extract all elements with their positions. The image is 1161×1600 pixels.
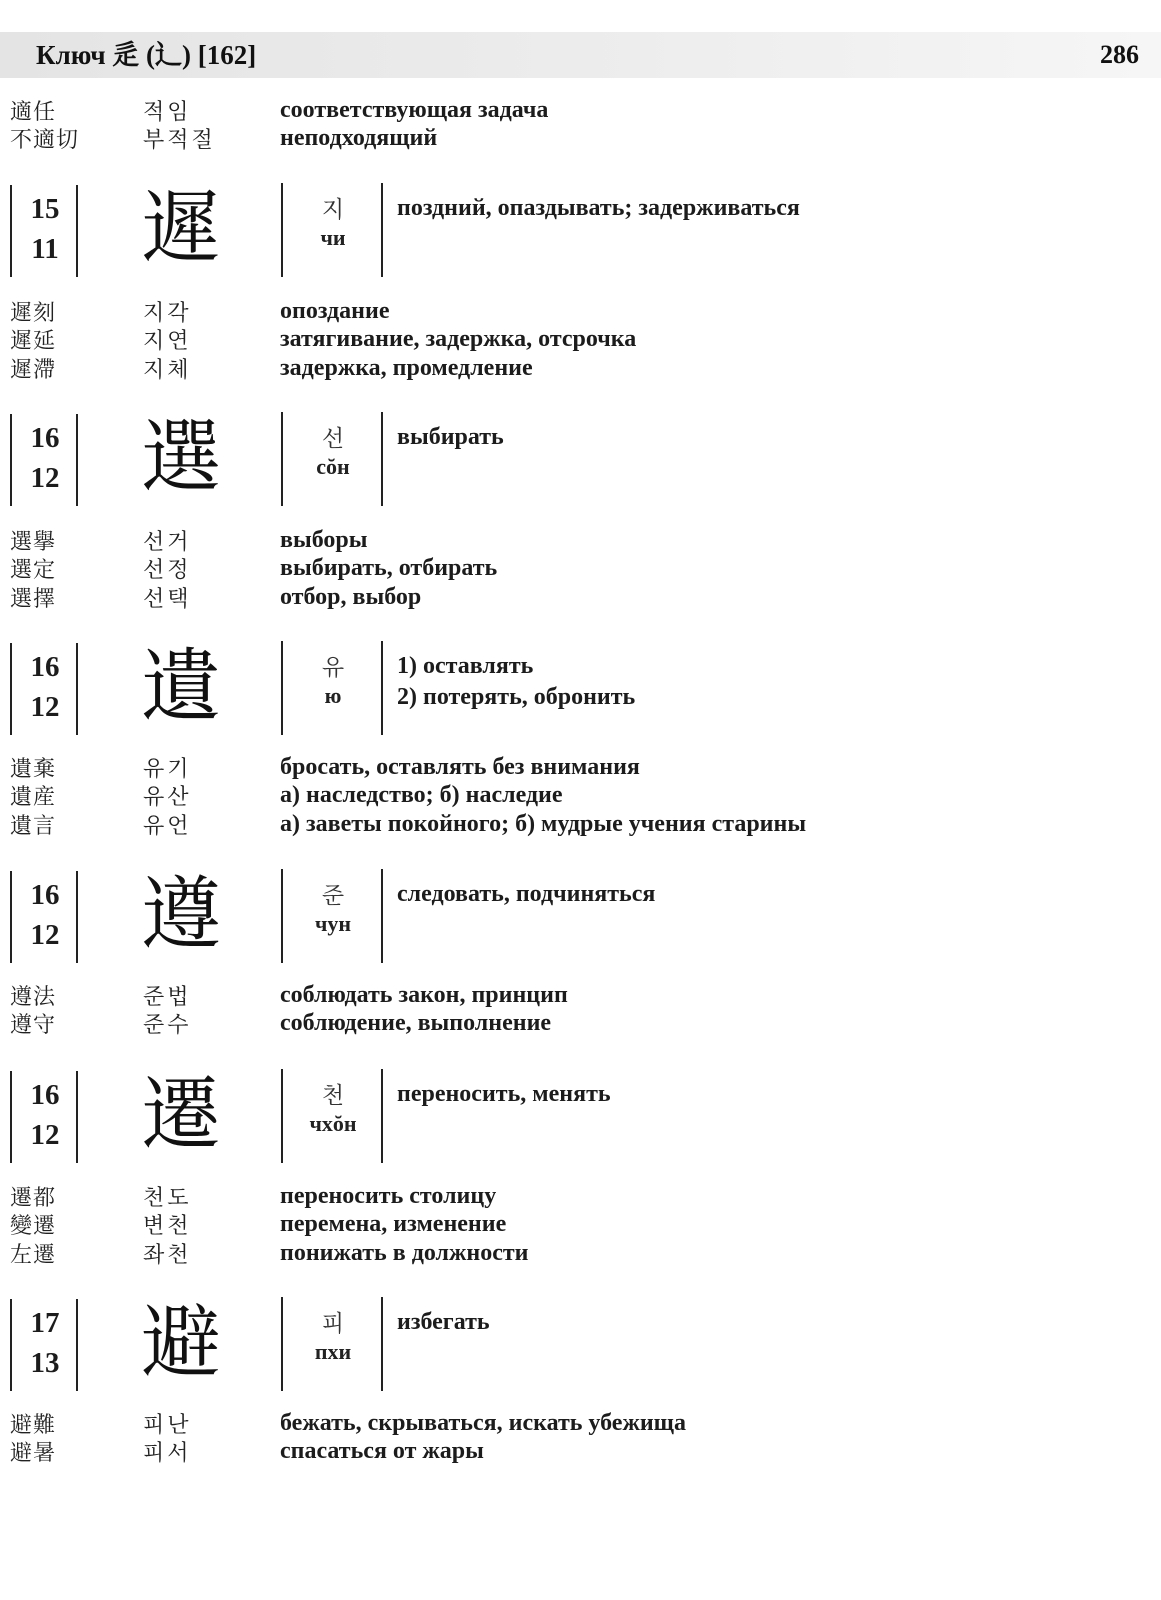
stroke-count-total: 16 xyxy=(30,1079,60,1111)
compound-list xyxy=(10,1182,1110,1268)
russian-reading: чи xyxy=(320,225,346,250)
compound-meaning: соблюдать закон, принцип xyxy=(280,981,568,1008)
character-entry xyxy=(0,1069,1161,1165)
compound-hangul: 선정 xyxy=(143,558,192,584)
reading-left-rule xyxy=(281,869,283,963)
entry-left-rule xyxy=(10,643,12,735)
compound-row xyxy=(10,1010,1110,1039)
compound-hangul: 좌천 xyxy=(143,1242,192,1268)
compound-hanja: 遺棄 xyxy=(10,756,57,782)
meaning-line: 2) потерять, обронить xyxy=(397,684,636,710)
compound-hangul: 천도 xyxy=(143,1185,192,1211)
korean-reading: 천 xyxy=(321,1083,345,1109)
headword-character: 避 xyxy=(141,1296,221,1389)
compound-hangul: 선거 xyxy=(143,529,192,555)
compound-hangul: 변천 xyxy=(143,1214,192,1240)
korean-reading: 선 xyxy=(321,426,345,452)
reading-left-rule xyxy=(281,1297,283,1391)
compound-row xyxy=(10,1438,1110,1467)
korean-reading: 지 xyxy=(321,197,345,223)
korean-reading: 유 xyxy=(321,655,345,681)
stroke-count-extra: 12 xyxy=(30,1119,60,1151)
entry-stroke-rule xyxy=(76,1299,78,1391)
compound-row xyxy=(10,1211,1110,1240)
compound-hanja: 遷都 xyxy=(10,1185,57,1211)
entry-meaning xyxy=(397,1079,611,1110)
compound-row xyxy=(10,782,1110,811)
korean-reading: 준 xyxy=(321,883,345,909)
compound-hanja: 遺産 xyxy=(10,785,57,811)
compound-meaning: а) заветы покойного; б) мудрые учения старины xyxy=(280,810,807,837)
compound-hangul: 피서 xyxy=(143,1441,192,1467)
compound-hanja: 遵守 xyxy=(10,1013,57,1039)
compound-meaning: соответствующая задача xyxy=(280,96,549,123)
compound-meaning: а) наследство; б) наследие xyxy=(280,782,563,809)
compound-meaning: соблюдение, выполнение xyxy=(280,1010,552,1037)
character-entry xyxy=(0,412,1161,508)
headword-character: 遷 xyxy=(141,1068,221,1161)
compound-hangul: 적임 xyxy=(143,99,192,125)
reading-left-rule xyxy=(281,412,283,506)
stroke-count-total: 17 xyxy=(30,1307,60,1339)
compound-hangul: 피난 xyxy=(143,1412,192,1438)
compound-hangul: 유산 xyxy=(143,785,192,811)
stroke-count-extra: 11 xyxy=(31,233,59,265)
compound-hanja: 遲延 xyxy=(10,329,57,355)
stroke-count-total: 16 xyxy=(30,651,60,683)
compound-hanja: 選定 xyxy=(10,558,57,584)
meaning-line: выбирать xyxy=(397,424,504,450)
compound-row xyxy=(10,753,1110,782)
compound-meaning: выборы xyxy=(280,526,368,553)
compound-row xyxy=(10,96,1110,125)
compound-hanja: 遲滯 xyxy=(10,357,57,383)
meaning-line: избегать xyxy=(397,1309,490,1335)
compound-meaning: выбирать, отбирать xyxy=(280,555,498,582)
compound-hangul: 지연 xyxy=(143,329,192,355)
entry-stroke-rule xyxy=(76,871,78,963)
page-title: Ключ 辵 (⻌) [162] xyxy=(36,40,257,70)
entry-stroke-rule xyxy=(76,1071,78,1163)
compound-meaning: спасаться от жары xyxy=(280,1438,484,1465)
compound-meaning: бросать, оставлять без внимания xyxy=(280,753,640,780)
reading-right-rule xyxy=(381,412,383,506)
character-entry xyxy=(0,869,1161,965)
compound-meaning: опоздание xyxy=(280,297,390,324)
compound-meaning: задержка, промедление xyxy=(280,354,533,381)
meaning-line: следовать, подчиняться xyxy=(397,881,656,907)
entry-meaning xyxy=(397,193,800,224)
entry-left-rule xyxy=(10,1071,12,1163)
compound-meaning: бежать, скрываться, искать убежища xyxy=(280,1409,686,1436)
entry-stroke-rule xyxy=(76,643,78,735)
compound-row xyxy=(10,354,1110,383)
compound-list xyxy=(10,1409,1110,1466)
entry-stroke-rule xyxy=(76,185,78,277)
reading-right-rule xyxy=(381,1297,383,1391)
compound-hanja: 避難 xyxy=(10,1412,57,1438)
character-entry xyxy=(0,1297,1161,1393)
compound-meaning: неподходящий xyxy=(280,125,438,152)
russian-reading: чхŏн xyxy=(309,1111,357,1136)
compound-row xyxy=(10,981,1110,1010)
compound-row xyxy=(10,297,1110,326)
reading-right-rule xyxy=(381,183,383,277)
compound-row xyxy=(10,526,1110,555)
page-number: 286 xyxy=(1100,40,1139,69)
character-entry xyxy=(0,183,1161,279)
entry-meaning xyxy=(397,1307,490,1338)
compound-list xyxy=(10,526,1110,612)
compound-hangul: 지각 xyxy=(143,300,192,326)
meaning-line: поздний, опаздывать; задерживаться xyxy=(397,195,800,221)
compound-hangul: 부적절 xyxy=(143,128,216,154)
stroke-count-extra: 12 xyxy=(30,919,60,951)
reading-left-rule xyxy=(281,183,283,277)
compound-row xyxy=(10,555,1110,584)
compound-hangul: 준수 xyxy=(143,1013,192,1039)
compound-hanja: 避暑 xyxy=(10,1441,57,1467)
entry-left-rule xyxy=(10,1299,12,1391)
compound-hanja: 遵法 xyxy=(10,984,57,1010)
entry-left-rule xyxy=(10,414,12,506)
russian-reading: пхи xyxy=(314,1339,352,1364)
compound-hanja: 遲刻 xyxy=(10,300,57,326)
stroke-count-total: 16 xyxy=(30,422,60,454)
compound-meaning: затягивание, задержка, отсрочка xyxy=(280,326,637,353)
compound-row xyxy=(10,326,1110,355)
russian-reading: чун xyxy=(314,911,352,936)
compound-list xyxy=(10,981,1110,1038)
compound-hangul: 지체 xyxy=(143,357,192,383)
compound-list xyxy=(10,96,1110,153)
meaning-line: переносить, менять xyxy=(397,1081,611,1107)
entry-left-rule xyxy=(10,185,12,277)
stroke-count-extra: 12 xyxy=(30,691,60,723)
reading-right-rule xyxy=(381,869,383,963)
korean-reading: 피 xyxy=(321,1311,345,1337)
reading-right-rule xyxy=(381,641,383,735)
compound-row xyxy=(10,583,1110,612)
compound-hanja: 適任 xyxy=(10,99,57,125)
compound-row xyxy=(10,125,1110,154)
reading-left-rule xyxy=(281,1069,283,1163)
stroke-count-extra: 12 xyxy=(30,462,60,494)
stroke-count-total: 16 xyxy=(30,879,60,911)
headword-character: 選 xyxy=(141,411,221,504)
character-entry xyxy=(0,641,1161,737)
compound-meaning: понижать в должности xyxy=(280,1239,529,1266)
reading-left-rule xyxy=(281,641,283,735)
compound-hangul: 유언 xyxy=(143,813,192,839)
entry-meaning xyxy=(397,879,655,910)
stroke-count-extra: 13 xyxy=(30,1347,60,1379)
compound-meaning: перемена, изменение xyxy=(280,1211,507,1238)
headword-character: 遲 xyxy=(141,182,221,275)
russian-reading: ю xyxy=(324,683,342,708)
compound-row xyxy=(10,1409,1110,1438)
russian-reading: сŏн xyxy=(316,454,350,479)
compound-meaning: отбор, выбор xyxy=(280,583,422,610)
compound-row xyxy=(10,810,1110,839)
compound-hanja: 遺言 xyxy=(10,813,57,839)
compound-hangul: 유기 xyxy=(143,756,192,782)
headword-character: 遺 xyxy=(141,640,221,733)
compound-hanja: 不適切 xyxy=(10,128,80,154)
compound-hanja: 變遷 xyxy=(10,1214,57,1240)
compound-hangul: 준법 xyxy=(143,984,192,1010)
compound-hangul: 선택 xyxy=(143,586,192,612)
compound-list xyxy=(10,297,1110,383)
entry-meaning xyxy=(397,651,635,713)
headword-character: 遵 xyxy=(141,868,221,961)
compound-list xyxy=(10,753,1110,839)
compound-row xyxy=(10,1239,1110,1268)
compound-hanja: 選擇 xyxy=(10,586,57,612)
entry-stroke-rule xyxy=(76,414,78,506)
reading-right-rule xyxy=(381,1069,383,1163)
compound-hanja: 左遷 xyxy=(10,1242,57,1268)
stroke-count-total: 15 xyxy=(30,193,60,225)
compound-hanja: 選擧 xyxy=(10,529,57,555)
compound-meaning: переносить столицу xyxy=(280,1182,497,1209)
meaning-line: 1) оставлять xyxy=(397,653,534,679)
entry-left-rule xyxy=(10,871,12,963)
entry-meaning xyxy=(397,422,504,453)
compound-row xyxy=(10,1182,1110,1211)
